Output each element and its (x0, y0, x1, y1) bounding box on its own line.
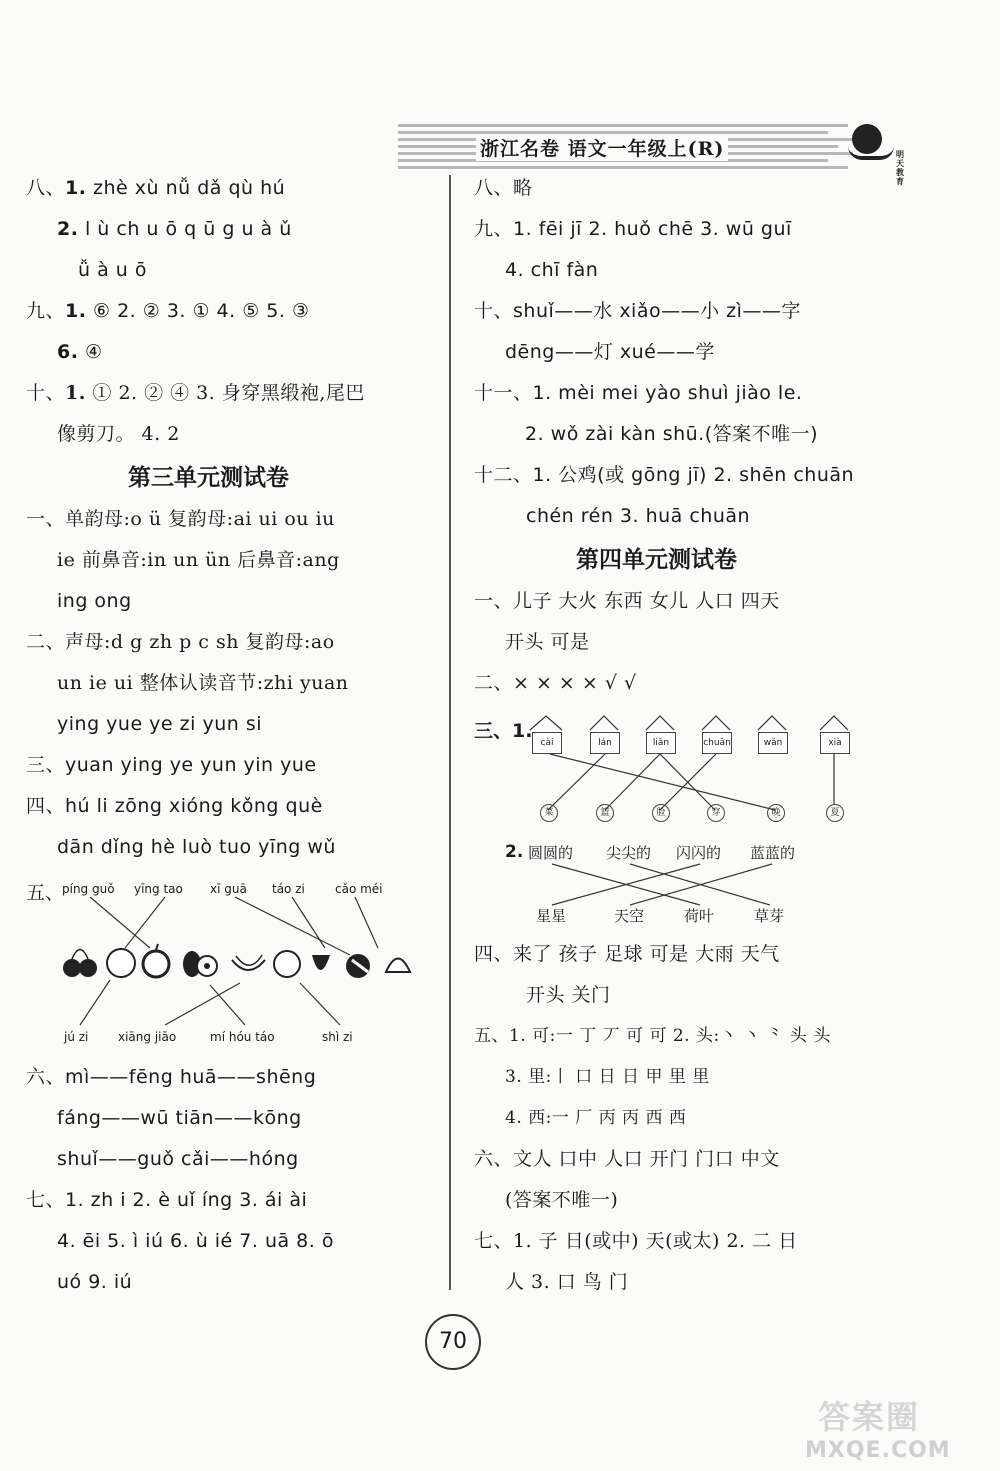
right-line: 二、× × × × √ √ (474, 672, 637, 694)
right-line: 人 3. 口 鸟 门 (505, 1271, 629, 1293)
word-bottom: 星星 (536, 907, 567, 925)
char-circle: 篮 (596, 804, 614, 822)
q3-label: 三、1. (474, 720, 533, 742)
left-line: 6. ④ (57, 341, 103, 363)
logo-text: 明天教育 (896, 150, 904, 186)
right-line: 4. chī fàn (505, 259, 599, 281)
page-number: 70 (425, 1314, 481, 1370)
right-line: 开头 可是 (505, 631, 590, 653)
char-circle: 脸 (652, 804, 670, 822)
char-circle: 穿 (707, 804, 725, 822)
pinyin-box: liǎn (646, 732, 676, 754)
right-line: (答案不唯一) (505, 1189, 619, 1211)
left-line: 2. l ù ch u ō q ū g u à ǔ (57, 218, 292, 240)
right-line: dēng——灯 xué——学 (505, 341, 715, 363)
left-line: 八、1. zhè xù nǚ dǎ qù hú (26, 177, 286, 199)
left-line: ing ong (57, 590, 132, 612)
right-line: 3. 里:丨 口 日 日 甲 里 里 (505, 1067, 710, 1087)
right-line: 八、略 (474, 177, 533, 199)
right-line: 五、1. 可:一 丁 丆 可 可 2. 头:丶 丶 ⺀ 头 头 (474, 1026, 831, 1046)
pinyin-box: wǎn (758, 732, 788, 754)
right-line: 四、来了 孩子 足球 可是 大雨 天气 (474, 943, 780, 965)
char-circle: 夏 (826, 804, 844, 822)
pinyin-box: lán (590, 732, 620, 754)
right-line: chén rén 3. huā chuān (526, 505, 751, 527)
word-bottom: 天空 (614, 907, 645, 925)
right-line: 十一、1. mèi mei yào shuì jiào le. (474, 382, 803, 404)
left-line: dān dǐng hè luò tuo yīng wǔ (57, 836, 336, 858)
pinyin-label: píng guǒ (62, 882, 115, 896)
word-bottom: 草芽 (754, 907, 785, 925)
q3-2-label: 2. (505, 842, 524, 862)
pinyin-box: cài (532, 732, 562, 754)
pinyin-label: xī guā (210, 882, 247, 896)
right-line: 一、儿子 大火 东西 女儿 人口 四天 (474, 590, 780, 612)
unit3-title: 第三单元测试卷 (128, 464, 289, 491)
fruit-icons (63, 944, 410, 978)
left-line: ǚ à u ō (78, 259, 147, 281)
pinyin-label: yīng tao (134, 882, 183, 896)
left-line: un ie ui 整体认读音节:zhi yuan (57, 672, 349, 694)
pinyin-label: jú zi (64, 1030, 89, 1044)
char-circle: 菜 (540, 804, 558, 822)
left-line: ie 前鼻音:in un ün 后鼻音:ang (57, 549, 340, 571)
left-line: 十、1. ① 2. ② ④ 3. 身穿黑缎袍,尾巴 (26, 382, 365, 404)
right-line: 2. wǒ zài kàn shū.(答案不唯一) (525, 423, 819, 445)
right-line: 开头 关门 (526, 984, 611, 1006)
pinyin-label: táo zi (272, 882, 305, 896)
watermark-url: MXQE.COM (805, 1438, 951, 1463)
word-top: 圆圆的 (528, 844, 574, 862)
pinyin-box: xià (820, 732, 850, 754)
right-line: 七、1. 子 日(或中) 天(或太) 2. 二 日 (474, 1230, 798, 1252)
left-line: 4. ēi 5. ì iú 6. ù ié 7. uā 8. ō (57, 1230, 334, 1252)
left-line: 六、mì——fēng huā——shēng (26, 1066, 317, 1088)
word-top: 蓝蓝的 (750, 844, 796, 862)
right-line: 十二、1. 公鸡(或 gōng jī) 2. shēn chuān (474, 464, 855, 486)
left-line: ying yue ye zi yun si (57, 713, 262, 735)
left-line: 一、单韵母:o ü 复韵母:ai ui ou iu (26, 508, 335, 530)
char-circle: 晚 (767, 804, 785, 822)
left-line: 四、hú li zōng xióng kǒng què (26, 795, 323, 817)
word-top: 闪闪的 (676, 844, 722, 862)
pinyin-label: shì zi (322, 1030, 353, 1044)
pinyin-box: chuān (702, 732, 732, 754)
watermark-logo: 答案圈 (818, 1398, 921, 1436)
header-title: 浙江名卷 语文一年级上(R) (476, 134, 728, 161)
left-line: 像剪刀。 4. 2 (57, 423, 180, 445)
word-top: 尖尖的 (606, 844, 652, 862)
right-line: 4. 西:一 厂 丙 丙 西 西 (505, 1108, 687, 1128)
unit4-title: 第四单元测试卷 (576, 546, 737, 573)
right-line: 十、shuǐ——水 xiǎo——小 zì——字 (474, 300, 801, 322)
left-line: uó 9. iú (57, 1271, 133, 1293)
pinyin-label: xiāng jiāo (118, 1030, 177, 1044)
right-line: 九、1. fēi jī 2. huǒ chē 3. wū guī (474, 218, 792, 240)
left-line: 七、1. zh i 2. è uǐ íng 3. ái ài (26, 1189, 308, 1211)
pinyin-label: cǎo méi (335, 882, 383, 896)
word-bottom: 荷叶 (684, 907, 715, 925)
pinyin-label: mí hóu táo (210, 1030, 275, 1044)
left-line: 三、yuan ying ye yun yin yue (26, 754, 317, 776)
left-line: 二、声母:d g zh p c sh 复韵母:ao (26, 631, 335, 653)
left-line: 九、1. ⑥ 2. ② 3. ① 4. ⑤ 5. ③ (26, 300, 310, 322)
right-line: 六、文人 口中 人口 开门 门口 中文 (474, 1148, 780, 1170)
left-line: fáng——wū tiān——kōng (57, 1107, 302, 1129)
q5-label: 五、 (26, 882, 65, 904)
left-line: shuǐ——guǒ cǎi——hóng (57, 1148, 299, 1170)
